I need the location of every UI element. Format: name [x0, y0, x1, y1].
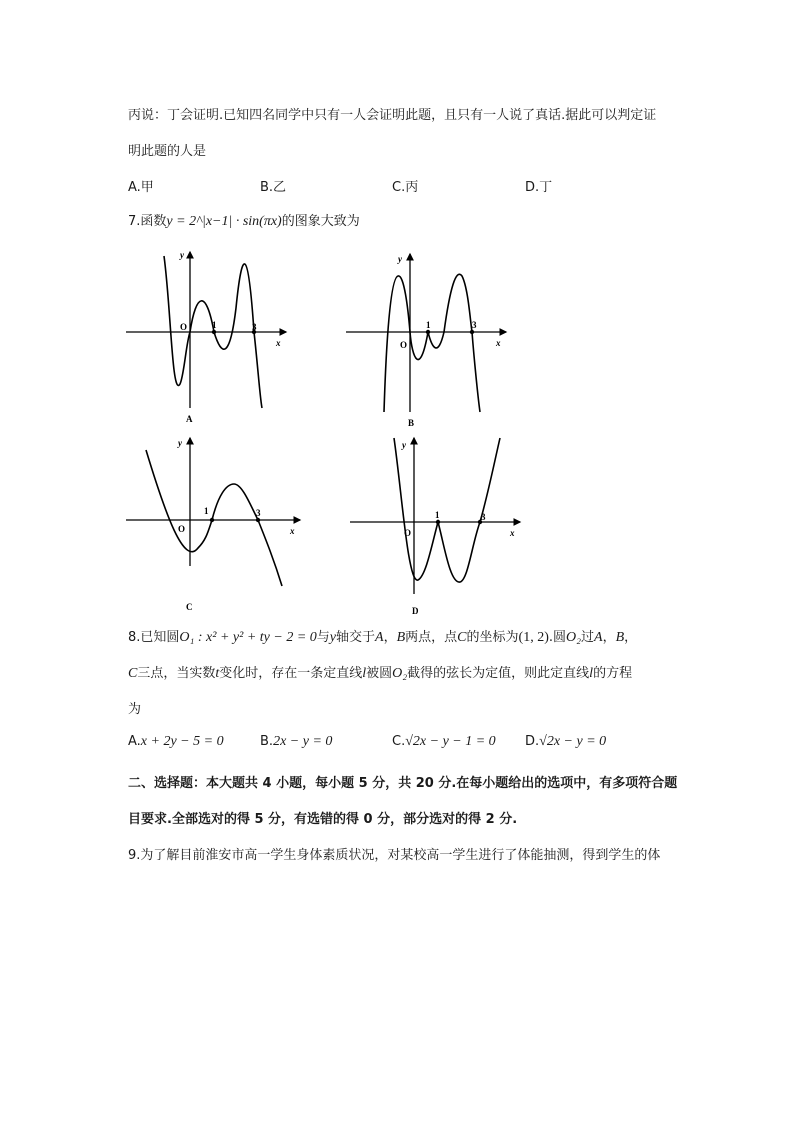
- graph-d-tick-3: 3: [481, 512, 486, 522]
- graph-a-origin: O: [180, 322, 188, 332]
- graph-d-origin: O: [404, 528, 412, 538]
- graph-a: [126, 248, 296, 428]
- graph-b-point-3: [470, 330, 474, 334]
- q8-option-c-letter: C.: [392, 734, 406, 749]
- graph-d-curve: [394, 438, 500, 582]
- q8-option-b: [260, 734, 332, 750]
- graph-a-tick-3: 3: [252, 322, 257, 332]
- graph-d-y-label: y: [402, 440, 406, 450]
- q6-option-c: C.丙: [392, 180, 419, 195]
- q8-l1-e: 两点，点: [405, 630, 458, 645]
- graph-b: [346, 248, 516, 430]
- graph-b-origin: O: [400, 340, 408, 350]
- q8-line2: [128, 662, 632, 682]
- graph-d: [350, 434, 530, 616]
- q8-l2-c: 被圆: [366, 666, 393, 681]
- graph-c-point-3: [256, 518, 260, 522]
- q8-l2-C: C: [128, 666, 138, 681]
- q7-formula: y = 2^|x−1| · sin(πx): [166, 214, 282, 229]
- q8-l1-A2: A: [594, 630, 603, 645]
- q8-line1: [128, 626, 637, 646]
- section2-heading-line1: 二、选择题：本大题共 4 小题，每小题 5 分，共 20 分.在每小题给出的选项中，有多项符合题: [128, 776, 678, 791]
- q8-l2-a: 三点，当实数: [137, 666, 216, 681]
- q8-l1-y: y: [329, 630, 336, 645]
- graph-b-point-1: [426, 330, 430, 334]
- q8-option-b-letter: B.: [260, 734, 274, 749]
- q8-l1-a: 8.已知圆: [128, 630, 180, 645]
- graph-a-point-1: [212, 330, 216, 334]
- q6-option-a: A.甲: [128, 180, 154, 195]
- graph-a-x-label: x: [276, 338, 281, 348]
- q9-line1: 9.为了解目前淮安市高一学生身体素质状况，对某校高一学生进行了体能抽测，得到学生的体: [128, 848, 661, 863]
- graph-d-tick-1: 1: [435, 510, 440, 520]
- q8-l2-l: l: [362, 666, 367, 681]
- q6-text-line2: 明此题的人是: [128, 144, 207, 159]
- q8-option-b-math: 2x − y = 0: [273, 734, 333, 749]
- graph-c-caption: C: [186, 602, 193, 612]
- q8-l1-A: A: [375, 630, 384, 645]
- q8-l1-d: ，: [383, 630, 397, 645]
- graph-c-tick-1: 1: [204, 506, 209, 516]
- graph-b-caption: B: [408, 418, 415, 428]
- q7-suffix: 的图象大致为: [281, 214, 360, 229]
- q8-l1-C: C: [457, 630, 467, 645]
- q8-option-d: [525, 734, 606, 750]
- q8-l1-c: 轴交于: [336, 630, 376, 645]
- graph-d-caption: D: [412, 606, 419, 616]
- q8-option-a-math: x + 2y − 5 = 0: [140, 734, 224, 749]
- graph-b-tick-3: 3: [472, 320, 477, 330]
- graph-b-y-label: y: [398, 254, 402, 264]
- graph-c-x-label: x: [290, 526, 295, 536]
- q8-option-d-math: √2x − y = 0: [539, 734, 607, 749]
- q8-l2-O2: O₂: [392, 666, 408, 681]
- q8-l2-b: 变化时，存在一条定直线: [219, 666, 363, 681]
- q7-prefix: 7.函数: [128, 214, 167, 229]
- q8-l1-b: 与: [316, 630, 330, 645]
- graph-b-tick-1: 1: [426, 320, 431, 330]
- q8-option-c-math: √2x − y − 1 = 0: [405, 734, 496, 749]
- graph-c-point-1: [210, 518, 214, 522]
- q8-option-c: [392, 734, 496, 750]
- q8-option-a: [128, 734, 224, 750]
- q8-l1-j: ，: [624, 630, 638, 645]
- graph-c-curve: [146, 450, 282, 586]
- graph-c-origin: O: [178, 524, 186, 534]
- graph-a-tick-1: 1: [212, 320, 217, 330]
- graph-c-tick-3: 3: [256, 508, 261, 518]
- q7-stem: [128, 210, 360, 230]
- q8-option-a-letter: A.: [128, 734, 141, 749]
- q8-l2-e: 的方程: [593, 666, 633, 681]
- graph-a-caption: A: [186, 414, 193, 424]
- q8-l1-O2: O₂: [566, 630, 581, 645]
- q8-l1-f: 的坐标为: [466, 630, 519, 645]
- q8-l2-l2: l: [589, 666, 594, 681]
- q8-l1-i: ，: [602, 630, 616, 645]
- graph-c-y-label: y: [178, 438, 182, 448]
- q6-option-d: D.丁: [525, 180, 553, 195]
- graph-d-point-1: [436, 520, 440, 524]
- section2-heading-line2: 目要求.全部选对的得 5 分，有选错的得 0 分，部分选对的得 2 分.: [128, 812, 518, 827]
- graph-b-x-label: x: [496, 338, 501, 348]
- graph-c: [126, 436, 306, 614]
- q8-l1-g: .圆: [548, 630, 566, 645]
- q8-option-d-letter: D.: [525, 734, 540, 749]
- graph-d-x-label: x: [510, 528, 515, 538]
- q8-l1-B2: B: [615, 630, 625, 645]
- q8-l2-t: t: [215, 666, 220, 681]
- q8-l1-coord: (1, 2): [518, 630, 549, 645]
- graph-a-y-label: y: [180, 250, 184, 260]
- q8-l1-B: B: [396, 630, 406, 645]
- q8-circle-o1: O₁ : x² + y² + ty − 2 = 0: [179, 630, 317, 645]
- graph-b-curve: [384, 274, 480, 412]
- q8-l1-h: 过: [580, 630, 594, 645]
- q8-l2-d: 截得的弦长为定值，则此定直线: [407, 666, 590, 681]
- q6-text-line1: 丙说：丁会证明.已知四名同学中只有一人会证明此题，且只有一人说了真话.据此可以判定证: [128, 108, 657, 123]
- q6-option-b: B.乙: [260, 180, 287, 195]
- q8-line3: 为: [128, 702, 142, 717]
